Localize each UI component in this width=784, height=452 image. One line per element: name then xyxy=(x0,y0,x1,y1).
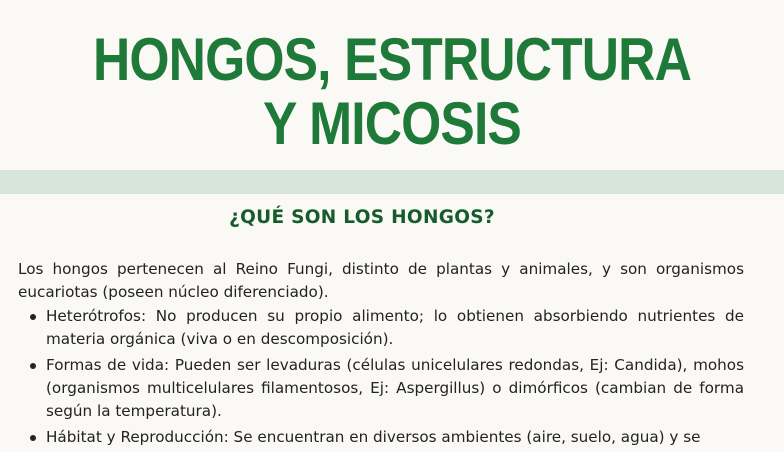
title-line-2: Y MICOSIS xyxy=(263,90,521,157)
title-line-1: HONGOS, ESTRUCTURA xyxy=(92,26,691,93)
decorative-band xyxy=(0,170,784,194)
document-title xyxy=(0,28,784,156)
bullet-item-formas-de-vida: Formas de vida: Pueden ser levaduras (células unicelulares redondas, Ej: Candida), mohos (organismos multicelulares filamentosos, Ej: Aspergillus) o dimórficos (cambian de forma según la temperatura). xyxy=(46,354,744,423)
bullet-item-habitat: Hábitat y Reproducción: Se encuentran en diversos ambientes (aire, suelo, agua) y se xyxy=(46,426,744,449)
bullet-list xyxy=(18,305,744,449)
section-content xyxy=(18,258,744,452)
intro-paragraph: Los hongos pertenecen al Reino Fungi, distinto de plantas y animales, y son organismos eucariotas (poseen núcleo diferenciado). xyxy=(18,260,744,301)
section-heading: ¿QUÉ SON LOS HONGOS? xyxy=(229,207,495,228)
bullet-item-heterotrofos: Heterótrofos: No producen su propio alimento; lo obtienen absorbiendo nutrientes de materia orgánica (viva o en descomposición). xyxy=(46,305,744,351)
